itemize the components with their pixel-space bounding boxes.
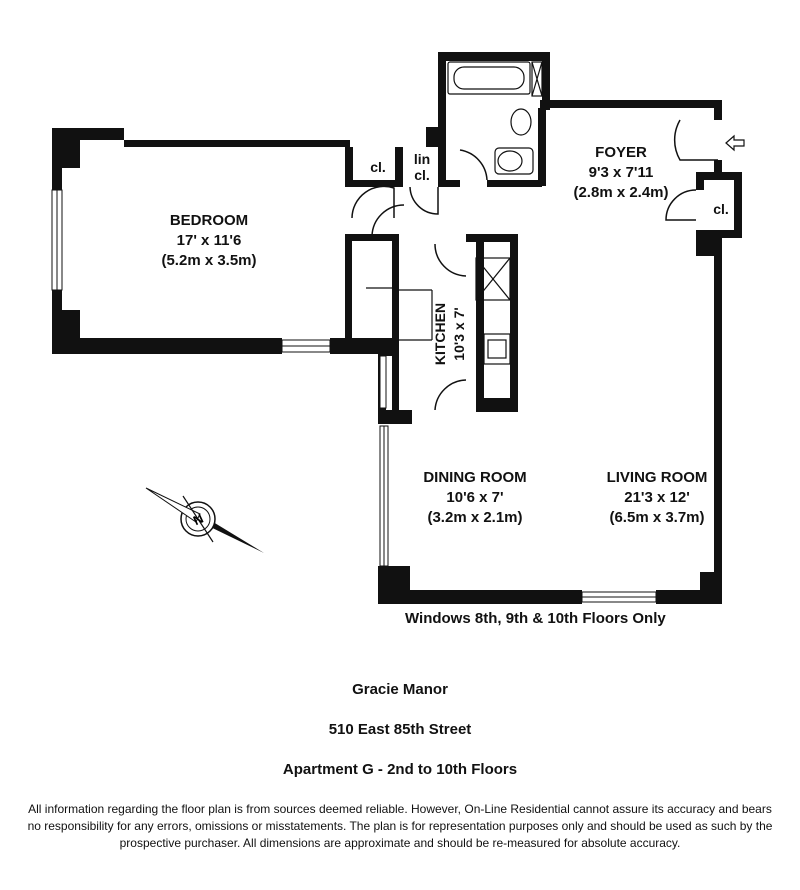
- kitchen-top-wall-left: [345, 234, 397, 241]
- foyer-right-wall-top: [714, 100, 722, 120]
- bath-door: [460, 150, 487, 180]
- foyer-top-wall: [540, 100, 722, 108]
- kitchen-door-top: [435, 244, 466, 276]
- foyer-name: FOYER: [595, 144, 647, 161]
- living-right-wall: [714, 238, 722, 604]
- dining-left-stub: [378, 410, 412, 424]
- linen-closet-door: [410, 187, 438, 214]
- windows-note-text: Windows 8th, 9th & 10th Floors Only: [405, 610, 666, 627]
- bedroom-top-wall-inner: [124, 140, 350, 147]
- linen-closet-line2: cl.: [414, 167, 430, 183]
- linen-closet-line1: lin: [413, 151, 431, 167]
- foyer-dims-m: (2.8m x 2.4m): [573, 184, 669, 201]
- bedroom-dims-ft: 17' x 11'6: [176, 232, 242, 249]
- linen-closet-wall: [438, 147, 446, 187]
- dining-corner-bottom: [378, 566, 410, 604]
- bath-bottom-wall-left: [446, 180, 460, 187]
- bottom-wall-right: [656, 590, 722, 604]
- bedroom-closet-door: [352, 186, 394, 218]
- entry-arrow-icon: [726, 136, 744, 150]
- bath-bottom-wall: [487, 180, 542, 187]
- kitchen-dims-ft: 10'3 x 7': [451, 307, 467, 361]
- dining-label: [410, 468, 540, 528]
- kitchen-counter-wall: [476, 242, 484, 412]
- bath-right-inner-wall: [538, 108, 546, 186]
- foyer-closet-label: cl.: [713, 201, 729, 217]
- living-dims-m: (6.5m x 3.7m): [609, 509, 705, 526]
- living-dims-ft: 21'3 x 12': [624, 489, 690, 506]
- compass-label: N: [190, 510, 206, 529]
- bedroom-bottom-wall: [52, 338, 282, 354]
- closet-wall: [345, 147, 353, 185]
- bedroom-corner-bottom: [62, 310, 80, 340]
- foyer-dims-ft: 9'3 x 7'11: [588, 164, 654, 181]
- bedroom-top-wall: [52, 128, 124, 140]
- apartment-info: Apartment G - 2nd to 10th Floors: [282, 761, 518, 778]
- living-name: LIVING ROOM: [606, 469, 708, 486]
- foyer-closet-bottom: [696, 230, 742, 238]
- foyer-closet-left: [696, 172, 704, 190]
- bath-top-wall: [438, 52, 550, 61]
- bedroom-corner-right: [378, 338, 394, 356]
- dining-name: DINING ROOM: [423, 469, 527, 486]
- kitchen-name: KITCHEN: [432, 302, 448, 366]
- foyer-label: [565, 143, 677, 203]
- entry-door: [675, 120, 718, 160]
- compass-icon: [146, 488, 264, 553]
- kitchen-left-wall: [345, 234, 352, 338]
- closet-divider: [395, 147, 403, 187]
- linen-closet-label: [406, 151, 438, 183]
- kitchen-inner-wall: [392, 234, 399, 410]
- building-name: Gracie Manor: [352, 681, 448, 698]
- kitchen-right-wall: [510, 234, 518, 412]
- building-address: 510 East 85th Street: [328, 721, 472, 738]
- bedroom-label: [140, 211, 278, 271]
- living-label: [592, 468, 722, 528]
- dining-window-top: [380, 356, 386, 408]
- bedroom-corner-top: [62, 140, 80, 168]
- bath-left-wall: [438, 52, 446, 147]
- disclaimer: All information regarding the floor plan is from sources deemed reliable. However, On-Line Residential cannot assure its accuracy and bears no responsibility for any errors, omissions or misstatements. The plan is for representation purposes only and should be used as such by the prospective purchaser. All dimensions are approximate and should be re-measured for absolute accuracy.: [27, 802, 773, 850]
- bath-sink: [511, 109, 531, 135]
- dining-dims-ft: 10'6 x 7': [446, 489, 504, 506]
- bedroom-closet-label: cl.: [370, 159, 386, 175]
- bedroom-door: [372, 205, 404, 236]
- bedroom-name: BEDROOM: [169, 212, 249, 229]
- kitchen-label: [431, 279, 473, 389]
- bedroom-dims-m: (5.2m x 3.5m): [161, 252, 257, 269]
- living-corner-top: [696, 238, 722, 256]
- dining-dims-m: (3.2m x 2.1m): [427, 509, 523, 526]
